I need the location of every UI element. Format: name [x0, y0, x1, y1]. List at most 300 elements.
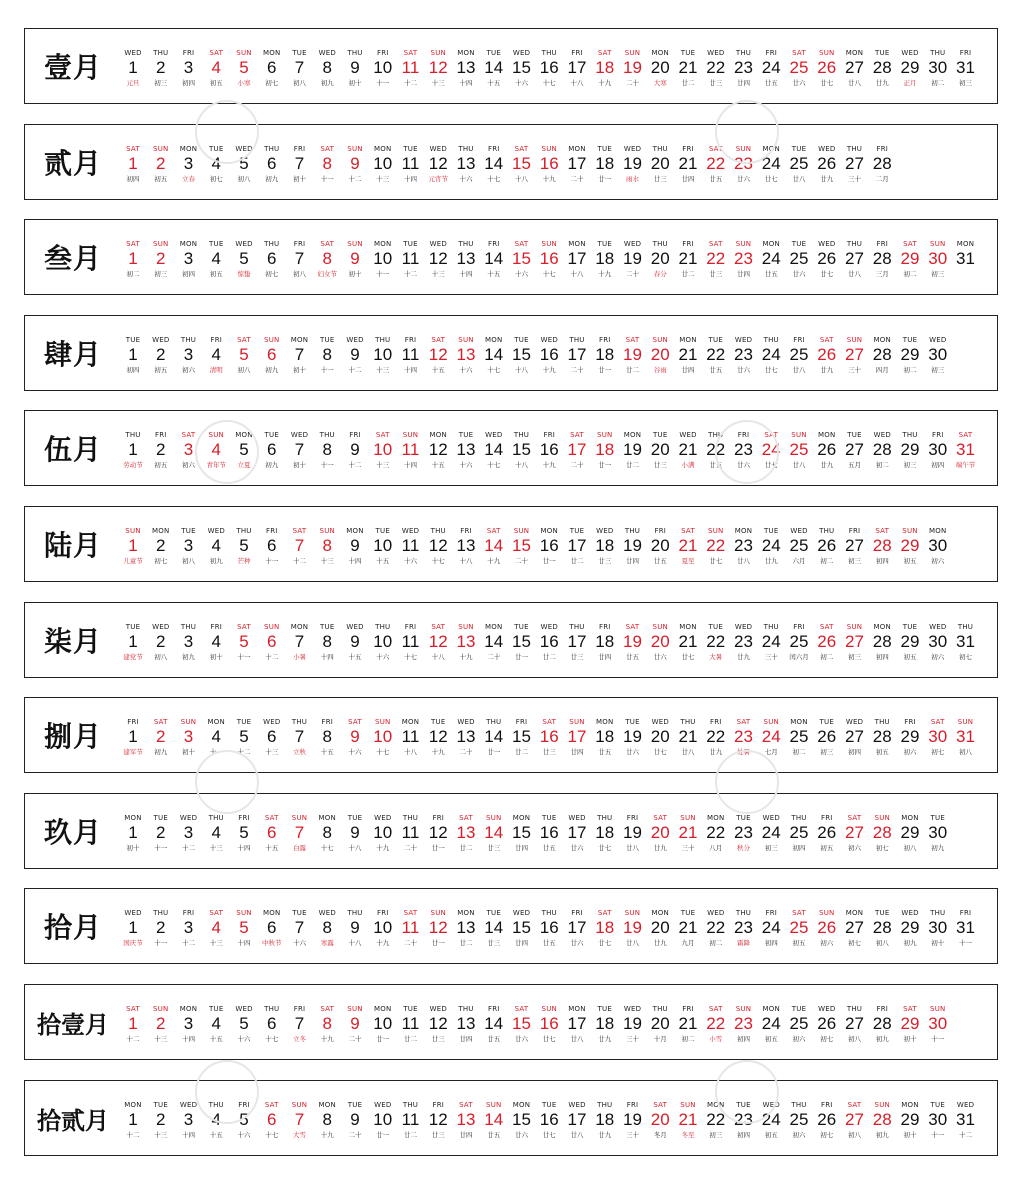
lunar-date: 十五: [487, 79, 501, 87]
day-number: 7: [294, 823, 305, 842]
day-number: 28: [872, 1014, 892, 1033]
weekday-label: FRI: [321, 718, 334, 726]
day-number: 3: [183, 58, 194, 77]
lunar-date: 廿七: [681, 653, 695, 661]
weekday-label: SAT: [126, 1005, 140, 1013]
lunar-date: 廿四: [515, 939, 528, 947]
weekday-label: THU: [763, 623, 779, 631]
day-number: 6: [267, 345, 277, 364]
weekday-label: THU: [208, 814, 224, 822]
lunar-date: 十五: [320, 748, 334, 756]
day-number: 5: [239, 1014, 249, 1033]
weekday-label: FRI: [765, 909, 778, 917]
day-number: 1: [128, 823, 138, 842]
month-title: 玖月: [43, 816, 102, 849]
weekday-label: THU: [930, 909, 946, 917]
day-number: 20: [650, 632, 670, 651]
weekday-label: FRI: [487, 240, 500, 248]
lunar-date: 初十: [209, 653, 223, 661]
weekday-label: WED: [901, 909, 919, 917]
month-row: [24, 697, 998, 773]
weekday-label: THU: [680, 718, 696, 726]
weekday-label: FRI: [876, 1005, 889, 1013]
lunar-date: 廿一: [376, 1035, 390, 1043]
day-cell: [924, 985, 952, 1059]
lunar-date: 廿五: [626, 653, 639, 661]
weekday-label: TUE: [875, 909, 890, 917]
weekday-label: THU: [846, 145, 863, 153]
day-number: 11: [401, 727, 420, 746]
day-number: 13: [456, 536, 476, 555]
day-number: 19: [623, 154, 642, 173]
day-number: 15: [512, 632, 531, 651]
lunar-date: 初十: [903, 1131, 917, 1139]
lunar-date: 十四: [182, 1131, 195, 1139]
weekday-label: WED: [873, 431, 891, 439]
weekday-label: TUE: [125, 623, 141, 631]
day-number: 5: [239, 632, 249, 651]
lunar-date: 廿二: [681, 79, 695, 87]
day-number: 30: [928, 1110, 948, 1129]
lunar-date: 十四: [404, 461, 417, 469]
lunar-date: 初二: [709, 939, 723, 947]
lunar-date: 十三: [320, 557, 334, 565]
day-number: 7: [294, 727, 305, 746]
day-number: 3: [183, 1014, 194, 1033]
weekday-label: MON: [651, 49, 669, 57]
lunar-date: 十一: [320, 175, 334, 183]
weekday-label: FRI: [127, 718, 139, 726]
weekday-label: SAT: [792, 49, 806, 57]
weekday-label: THU: [291, 718, 308, 726]
weekday-label: MON: [124, 814, 142, 822]
day-number: 7: [294, 345, 305, 364]
day-number: 28: [872, 1110, 892, 1129]
lunar-date: 初八: [237, 366, 251, 374]
weekday-label: FRI: [626, 814, 639, 822]
day-number: 25: [789, 58, 809, 77]
weekday-label: THU: [652, 240, 668, 248]
weekday-label: TUE: [292, 49, 307, 57]
weekday-label: SUN: [347, 240, 363, 248]
day-number: 25: [789, 154, 809, 173]
day-number: 5: [239, 249, 249, 268]
weekday-label: SUN: [125, 527, 141, 535]
lunar-date: 初三: [931, 270, 945, 278]
weekday-label: SAT: [320, 1005, 335, 1013]
lunar-date: 十五: [431, 461, 445, 469]
lunar-date: 十二: [404, 79, 417, 87]
day-number: 2: [156, 249, 166, 268]
festival-label: 小雪: [709, 1035, 723, 1043]
lunar-date: 初五: [903, 653, 917, 661]
lunar-date: 初九: [903, 939, 917, 947]
lunar-date: 廿六: [570, 844, 584, 852]
day-number: 11: [401, 536, 420, 555]
day-number: 31: [956, 440, 975, 459]
day-number: 16: [539, 249, 559, 268]
weekday-label: MON: [651, 909, 669, 917]
day-number: 28: [872, 536, 892, 555]
lunar-date: 十二: [348, 175, 362, 183]
lunar-date: 廿四: [737, 270, 750, 278]
weekday-label: MON: [901, 814, 919, 822]
day-number: 22: [706, 823, 726, 842]
weekday-label: SAT: [930, 718, 945, 726]
lunar-date: 十七: [431, 557, 445, 565]
lunar-date: 十六: [459, 366, 473, 374]
month-title: 肆月: [43, 338, 102, 371]
lunar-date: 初三: [154, 270, 168, 278]
day-number: 13: [456, 1110, 476, 1129]
weekday-label: MON: [845, 49, 864, 57]
day-number: 13: [456, 727, 476, 746]
weekday-label: WED: [429, 145, 447, 153]
day-number: 27: [845, 536, 864, 555]
lunar-date: 廿九: [598, 1131, 612, 1139]
day-number: 6: [267, 1110, 277, 1129]
lunar-date: 十八: [348, 939, 362, 947]
weekday-label: MON: [374, 1005, 392, 1013]
lunar-date: 初六: [931, 557, 945, 565]
weekday-label: FRI: [487, 1005, 500, 1013]
lunar-date: 十四: [182, 1035, 195, 1043]
day-number: 11: [401, 249, 420, 268]
weekday-label: THU: [541, 909, 557, 917]
day-number: 31: [956, 632, 975, 651]
weekday-label: WED: [790, 527, 808, 535]
lunar-date: 十六: [459, 461, 473, 469]
weekday-label: SAT: [153, 718, 168, 726]
weekday-label: SUN: [180, 718, 197, 726]
lunar-date: 初四: [875, 653, 889, 661]
festival-label: 大寒: [653, 79, 667, 87]
lunar-date: 廿一: [598, 175, 612, 183]
day-number: 2: [156, 536, 166, 555]
weekday-label: SAT: [375, 431, 390, 439]
day-number: 10: [373, 58, 393, 77]
lunar-date: 十二: [293, 557, 306, 565]
weekday-label: SUN: [458, 336, 474, 344]
lunar-date: 三十: [626, 1035, 639, 1043]
day-number: 29: [900, 58, 920, 77]
day-number: 2: [156, 918, 166, 937]
weekday-label: FRI: [737, 431, 750, 439]
day-number: 5: [239, 823, 249, 842]
weekday-label: SUN: [624, 49, 641, 57]
lunar-date: 十九: [598, 79, 612, 87]
day-number: 1: [128, 727, 138, 746]
festival-label: 大暑: [709, 653, 723, 661]
lunar-date: 十二: [265, 653, 279, 661]
day-number: 13: [456, 440, 476, 459]
weekday-label: SUN: [680, 1101, 696, 1109]
day-number: 19: [623, 1014, 642, 1033]
day-number: 1: [128, 249, 138, 268]
lunar-date: 初四: [737, 1035, 750, 1043]
month-title: 叁月: [43, 242, 102, 275]
weekday-label: MON: [707, 814, 725, 822]
day-number: 2: [156, 440, 166, 459]
lunar-date: 廿一: [376, 1131, 390, 1139]
lunar-date: 廿五: [542, 939, 556, 947]
festival-label: 小寒: [237, 79, 251, 87]
lunar-date: 十六: [404, 557, 417, 565]
weekday-label: SAT: [264, 1101, 279, 1109]
lunar-date: 十九: [431, 748, 445, 756]
lunar-date: 初九: [265, 175, 279, 183]
day-number: 1: [128, 536, 138, 555]
lunar-date: 廿六: [515, 1035, 528, 1043]
day-number: 20: [650, 536, 670, 555]
day-number: 27: [845, 632, 864, 651]
day-number: 14: [484, 440, 504, 459]
lunar-date: 初四: [848, 748, 861, 756]
day-number: 16: [539, 536, 559, 555]
lunar-date: 二十: [570, 461, 584, 469]
lunar-date: 廿八: [792, 366, 806, 374]
lunar-date: 十八: [570, 79, 584, 87]
day-number: 31: [956, 918, 975, 937]
weekday-label: MON: [762, 1005, 780, 1013]
day-cell: [952, 889, 980, 963]
day-number: 23: [734, 345, 753, 364]
weekday-label: WED: [207, 527, 225, 535]
weekday-label: TUE: [264, 431, 279, 439]
lunar-date: 十一: [154, 939, 168, 947]
weekday-label: THU: [180, 336, 197, 344]
weekday-label: MON: [401, 718, 420, 726]
day-number: 26: [817, 727, 837, 746]
day-number: 5: [239, 154, 249, 173]
weekday-label: THU: [513, 431, 530, 439]
day-number: 20: [650, 1110, 670, 1129]
day-number: 10: [373, 823, 393, 842]
lunar-date: 廿八: [737, 557, 750, 565]
month-row: [24, 984, 998, 1060]
weekday-label: FRI: [598, 623, 611, 631]
day-number: 12: [428, 249, 448, 268]
day-number: 19: [623, 823, 642, 842]
weekday-label: TUE: [791, 145, 807, 153]
lunar-date: 十五: [265, 844, 279, 852]
day-number: 21: [678, 58, 698, 77]
lunar-date: 廿六: [570, 939, 584, 947]
weekday-label: SUN: [819, 49, 835, 57]
weekday-label: SAT: [348, 718, 362, 726]
day-number: 3: [183, 918, 194, 937]
weekday-label: SUN: [375, 718, 391, 726]
weekday-label: SUN: [347, 145, 363, 153]
festival-label: 小暑: [293, 653, 306, 661]
day-number: 9: [350, 536, 360, 555]
festival-label: 立秋: [293, 748, 306, 756]
weekday-label: THU: [208, 1101, 224, 1109]
lunar-date: 廿六: [626, 748, 639, 756]
lunar-date: 初二: [875, 461, 889, 469]
day-number: 8: [322, 918, 332, 937]
weekday-label: FRI: [154, 431, 167, 439]
weekday-label: FRI: [460, 527, 472, 535]
day-number: 22: [706, 632, 726, 651]
day-number: 4: [211, 58, 221, 77]
day-number: 29: [900, 1014, 920, 1033]
lunar-date: 二十: [487, 653, 501, 661]
weekday-label: SUN: [763, 718, 779, 726]
day-number: 9: [350, 58, 360, 77]
weekday-label: MON: [485, 623, 503, 631]
lunar-date: 十三: [209, 844, 223, 852]
day-number: 2: [156, 345, 166, 364]
weekday-label: THU: [347, 909, 363, 917]
day-number: 4: [211, 632, 221, 651]
lunar-date: 初八: [875, 939, 889, 947]
month-title: 拾贰月: [37, 1106, 109, 1135]
day-number: 11: [401, 440, 420, 459]
festival-label: 劳动节: [123, 461, 143, 469]
lunar-date: 三月: [875, 270, 889, 278]
day-number: 1: [128, 58, 138, 77]
lunar-date: 廿七: [820, 270, 834, 278]
weekday-label: TUE: [486, 49, 501, 57]
day-number: 30: [928, 918, 948, 937]
lunar-date: 二月: [875, 175, 889, 183]
day-number: 18: [595, 918, 615, 937]
weekday-label: WED: [512, 909, 531, 917]
month-title: 贰月: [43, 147, 102, 180]
day-number: 17: [567, 918, 587, 937]
day-number: 8: [322, 727, 332, 746]
day-number: 20: [650, 345, 670, 364]
weekday-label: SUN: [597, 431, 613, 439]
lunar-date: 廿五: [709, 461, 723, 469]
day-number: 14: [484, 918, 504, 937]
lunar-date: 初十: [126, 844, 140, 852]
weekday-label: SUN: [541, 240, 557, 248]
lunar-date: 十九: [487, 557, 501, 565]
lunar-date: 十五: [376, 557, 390, 565]
lunar-date: 三十: [626, 1131, 639, 1139]
festival-label: 端午节: [955, 461, 976, 469]
weekday-label: MON: [512, 814, 531, 822]
day-number: 8: [322, 440, 332, 459]
festival-label: 清明: [209, 366, 223, 374]
weekday-label: SAT: [320, 240, 335, 248]
weekday-label: TUE: [653, 431, 668, 439]
day-number: 6: [267, 727, 277, 746]
day-number: 14: [484, 58, 504, 77]
lunar-date: 初三: [959, 79, 972, 87]
lunar-date: 十一: [376, 79, 390, 87]
lunar-date: 初十: [293, 366, 306, 374]
weekday-label: FRI: [571, 909, 583, 917]
weekday-label: SAT: [514, 145, 529, 153]
lunar-date: 十一: [931, 1131, 945, 1139]
lunar-date: 初四: [737, 1131, 750, 1139]
weekday-label: FRI: [571, 49, 583, 57]
weekday-label: SAT: [625, 336, 640, 344]
day-number: 27: [845, 58, 864, 77]
lunar-date: 初十: [903, 1035, 917, 1043]
day-number: 10: [373, 632, 393, 651]
day-number: 24: [761, 345, 781, 364]
lunar-date: 廿三: [487, 939, 501, 947]
weekday-label: MON: [707, 1101, 725, 1109]
lunar-date: 廿四: [737, 79, 750, 87]
lunar-date: 初十: [182, 748, 195, 756]
lunar-date: 廿八: [570, 1035, 584, 1043]
day-number: 17: [567, 249, 587, 268]
weekday-label: MON: [124, 1101, 142, 1109]
weekday-label: MON: [596, 718, 614, 726]
weekday-label: SUN: [819, 909, 835, 917]
day-number: 18: [595, 249, 615, 268]
lunar-date: 廿三: [653, 461, 667, 469]
weekday-label: SUN: [930, 240, 946, 248]
day-number: 1: [128, 918, 138, 937]
day-number: 13: [456, 249, 476, 268]
lunar-date: 十四: [237, 844, 251, 852]
day-number: 6: [267, 58, 277, 77]
lunar-date: 廿四: [459, 1035, 473, 1043]
day-number: 12: [428, 632, 448, 651]
day-number: 3: [183, 632, 194, 651]
weekday-label: TUE: [902, 336, 918, 344]
lunar-date: 廿二: [681, 270, 695, 278]
weekday-label: WED: [485, 431, 503, 439]
festival-label: 春分: [653, 270, 667, 278]
weekday-label: FRI: [515, 718, 528, 726]
weekday-label: WED: [318, 909, 336, 917]
lunar-date: 二十: [626, 270, 639, 278]
weekday-label: SAT: [237, 336, 251, 344]
day-number: 23: [734, 918, 753, 937]
weekday-label: THU: [846, 1005, 863, 1013]
weekday-label: MON: [374, 145, 392, 153]
day-number: 30: [928, 440, 948, 459]
weekday-label: SAT: [431, 623, 446, 631]
lunar-date: 廿一: [598, 366, 612, 374]
day-number: 12: [428, 536, 448, 555]
weekday-label: SUN: [153, 240, 169, 248]
day-number: 3: [183, 823, 194, 842]
day-number: 7: [294, 1110, 305, 1129]
lunar-date: 廿七: [764, 175, 778, 183]
day-number: 26: [817, 918, 837, 937]
weekday-label: TUE: [736, 1101, 751, 1109]
day-number: 4: [211, 727, 221, 746]
weekday-label: SUN: [208, 431, 224, 439]
lunar-date: 廿九: [820, 461, 834, 469]
day-number: 14: [484, 536, 504, 555]
weekday-label: MON: [762, 145, 780, 153]
day-number: 19: [623, 632, 642, 651]
day-number: 21: [678, 1014, 698, 1033]
day-number: 12: [428, 823, 448, 842]
day-number: 24: [761, 823, 781, 842]
weekday-label: TUE: [403, 240, 418, 248]
lunar-date: 廿七: [764, 461, 778, 469]
weekday-label: THU: [153, 49, 169, 57]
day-number: 20: [650, 727, 670, 746]
day-number: 27: [845, 345, 864, 364]
weekday-label: SAT: [597, 49, 612, 57]
day-number: 5: [239, 536, 249, 555]
weekday-label: SAT: [209, 49, 224, 57]
weekday-label: MON: [152, 527, 170, 535]
lunar-date: 十八: [515, 461, 528, 469]
weekday-label: SAT: [653, 814, 668, 822]
